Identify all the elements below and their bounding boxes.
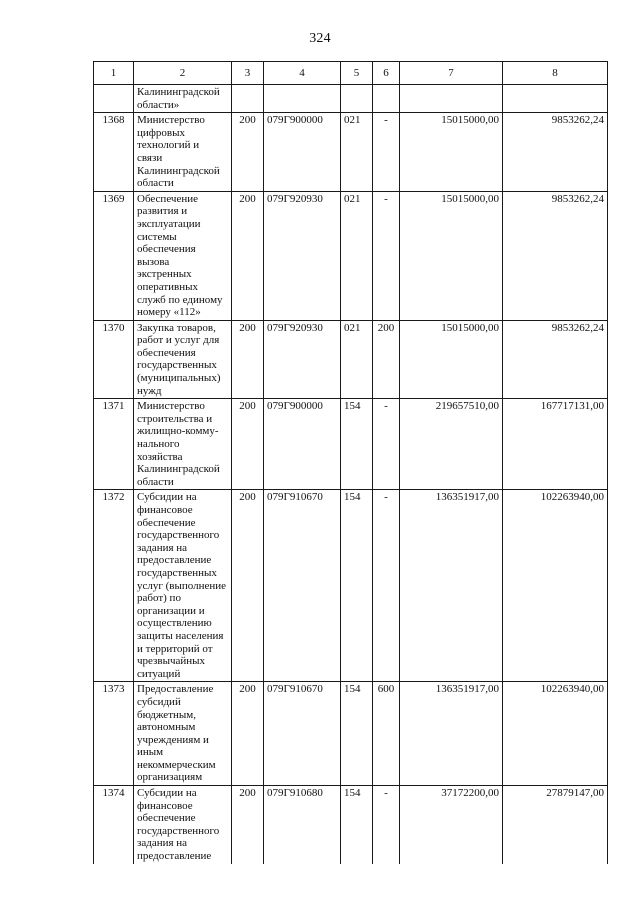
row-description: Обеспечение развития и эксплуатации системы обеспечения вызова экстренных оперативных служб по единому номеру «112» <box>134 191 232 320</box>
row-number: 1370 <box>94 320 134 399</box>
cell-amount-7: 15015000,00 <box>400 320 503 399</box>
row-description: Предоставление субсидий бюджетным, автономным учреждениям и иным некоммерческим организациям <box>134 682 232 786</box>
cell-col5: 154 <box>341 399 373 490</box>
row-description: Субсидии на финансовое обеспечение государственного задания на предоставление <box>134 786 232 864</box>
cell-amount-7: 15015000,00 <box>400 113 503 192</box>
cell-code: 079Г910670 <box>264 490 341 682</box>
cell-amount-8: 102263940,00 <box>503 490 608 682</box>
row-description: Министерство цифровых технологий и связи Калининградской области <box>134 113 232 192</box>
cell-amount-8: 9853262,24 <box>503 191 608 320</box>
column-header: 4 <box>264 62 341 85</box>
cell-col6 <box>373 85 400 113</box>
cell-amount-8 <box>503 85 608 113</box>
cell-code: 079Г910670 <box>264 682 341 786</box>
table-row <box>94 113 608 192</box>
cell-amount-8: 27879147,00 <box>503 786 608 864</box>
row-description: Калининградской области» <box>134 85 232 113</box>
cell-col3: 200 <box>232 399 264 490</box>
cell-col3 <box>232 85 264 113</box>
page-number: 324 <box>309 31 331 46</box>
cell-amount-8: 102263940,00 <box>503 682 608 786</box>
cell-code <box>264 85 341 113</box>
row-description: Субсидии на финансовое обеспечение государственного задания на предоставление государственных услуг (выполнение работ) по организации и осуществлению защиты населения и территорий от чрезвычайных ситуаций <box>134 490 232 682</box>
cell-code: 079Г900000 <box>264 113 341 192</box>
cell-amount-7: 136351917,00 <box>400 490 503 682</box>
row-number <box>94 85 134 113</box>
table-header-row <box>94 62 608 85</box>
cell-col3: 200 <box>232 113 264 192</box>
cell-col3: 200 <box>232 786 264 864</box>
table-row <box>94 85 608 113</box>
cell-col3: 200 <box>232 490 264 682</box>
cell-col6: - <box>373 113 400 192</box>
cell-amount-7: 136351917,00 <box>400 682 503 786</box>
cell-col5: 154 <box>341 490 373 682</box>
cell-code: 079Г920930 <box>264 320 341 399</box>
table-row <box>94 399 608 490</box>
row-number: 1371 <box>94 399 134 490</box>
column-header: 8 <box>503 62 608 85</box>
column-header: 1 <box>94 62 134 85</box>
row-number: 1369 <box>94 191 134 320</box>
table-row <box>94 490 608 682</box>
cell-col6: - <box>373 490 400 682</box>
cell-col6: - <box>373 191 400 320</box>
row-number: 1373 <box>94 682 134 786</box>
cell-amount-8: 9853262,24 <box>503 113 608 192</box>
cell-col3: 200 <box>232 320 264 399</box>
cell-code: 079Г900000 <box>264 399 341 490</box>
cell-col5: 021 <box>341 191 373 320</box>
row-description: Закупка товаров, работ и услуг для обеспечения государственных (муниципальных) нужд <box>134 320 232 399</box>
cell-col5: 154 <box>341 786 373 864</box>
column-header: 2 <box>134 62 232 85</box>
row-number: 1374 <box>94 786 134 864</box>
column-header: 6 <box>373 62 400 85</box>
cell-col5: 154 <box>341 682 373 786</box>
cell-col6: - <box>373 399 400 490</box>
cell-amount-8: 167717131,00 <box>503 399 608 490</box>
cell-col5: 021 <box>341 113 373 192</box>
cell-amount-7: 219657510,00 <box>400 399 503 490</box>
row-description: Министерство строительства и жилищно-комму- нального хозяйства Калининградской области <box>134 399 232 490</box>
table-row <box>94 191 608 320</box>
cell-col6: 200 <box>373 320 400 399</box>
table-row <box>94 320 608 399</box>
cell-col6: - <box>373 786 400 864</box>
cell-col3: 200 <box>232 191 264 320</box>
row-number: 1372 <box>94 490 134 682</box>
cell-amount-7: 37172200,00 <box>400 786 503 864</box>
budget-table <box>93 61 608 864</box>
cell-amount-7 <box>400 85 503 113</box>
table-row <box>94 786 608 864</box>
column-header: 5 <box>341 62 373 85</box>
cell-amount-8: 9853262,24 <box>503 320 608 399</box>
cell-col5 <box>341 85 373 113</box>
column-header: 7 <box>400 62 503 85</box>
cell-col3: 200 <box>232 682 264 786</box>
cell-col5: 021 <box>341 320 373 399</box>
cell-col6: 600 <box>373 682 400 786</box>
table-row <box>94 682 608 786</box>
column-header: 3 <box>232 62 264 85</box>
cell-amount-7: 15015000,00 <box>400 191 503 320</box>
cell-code: 079Г920930 <box>264 191 341 320</box>
cell-code: 079Г910680 <box>264 786 341 864</box>
row-number: 1368 <box>94 113 134 192</box>
